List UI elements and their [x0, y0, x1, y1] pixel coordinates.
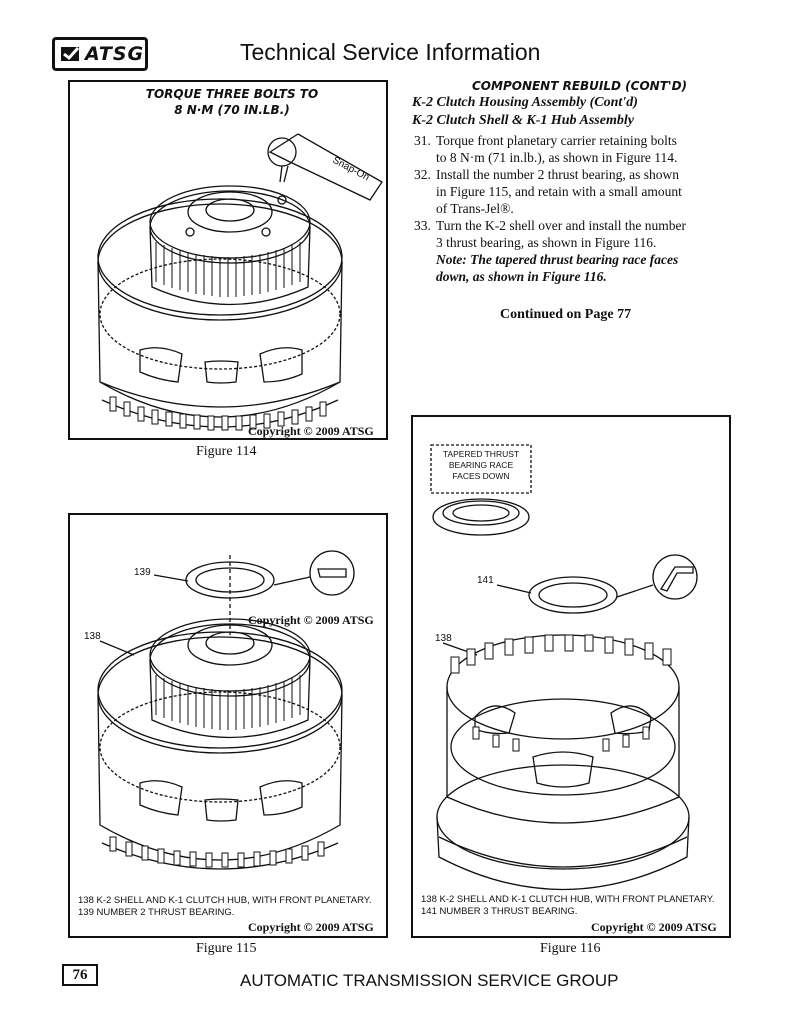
- figure-115-copyright-mid: Copyright © 2009 ATSG: [248, 613, 374, 627]
- step-text: Install the number 2 thrust bearing, as shown: [436, 167, 679, 182]
- page-title: Technical Service Information: [240, 39, 541, 65]
- figure-114-copyright: Copyright © 2009 ATSG: [248, 424, 374, 438]
- step-text: to 8 N·m (71 in.lb.), as shown in Figure 114.: [436, 150, 678, 165]
- continued-note: Continued on Page 77: [500, 307, 632, 322]
- figure-116: [411, 415, 731, 938]
- footer-text: AUTOMATIC TRANSMISSION SERVICE GROUP: [240, 971, 619, 990]
- figure-116-illustration: [413, 417, 729, 936]
- figure-116-copyright: Copyright © 2009 ATSG: [591, 920, 717, 934]
- figure-114-heading-line2: 8 N·M (70 IN.LB.): [174, 103, 290, 117]
- tapered-race-line3: FACES DOWN: [452, 471, 510, 481]
- step-text: in Figure 115, and retain with a small amount: [436, 184, 682, 199]
- figure-114-illustration: [70, 82, 386, 438]
- subtitle-clutch-shell: K-2 Clutch Shell & K-1 Hub Assembly: [412, 113, 634, 128]
- section-title: COMPONENT REBUILD (CONT'D): [472, 79, 688, 93]
- figure-115-copyright: Copyright © 2009 ATSG: [248, 920, 374, 934]
- step-31: [414, 132, 714, 166]
- tapered-race-line1: TAPERED THRUST: [442, 449, 520, 459]
- callout-141: 141: [477, 575, 494, 586]
- step-number: 31.: [414, 133, 431, 148]
- legend-item-138: 138 K-2 SHELL AND K-1 CLUTCH HUB, WITH FRONT PLANETARY.: [421, 894, 715, 905]
- figure-114-caption: Figure 114: [196, 444, 257, 459]
- figure-114: [68, 80, 388, 440]
- figure-115: [68, 513, 388, 938]
- step-text: 3 thrust bearing, as shown in Figure 116.: [436, 235, 657, 250]
- checkmark-icon: [59, 44, 83, 64]
- atsg-logo: [52, 37, 148, 71]
- step-text: Torque front planetary carrier retaining bolts: [436, 133, 677, 148]
- subtitle-clutch-housing: K-2 Clutch Housing Assembly (Cont'd): [412, 95, 638, 110]
- step-text: of Trans-Jel®.: [436, 201, 514, 216]
- step-number: 33.: [414, 218, 431, 233]
- step-32: [414, 166, 714, 217]
- legend-item-141: 141 NUMBER 3 THRUST BEARING.: [421, 906, 578, 917]
- figure-115-legend: [78, 895, 372, 919]
- step-33: [414, 217, 714, 285]
- step-text: Turn the K-2 shell over and install the number: [436, 218, 686, 233]
- figure-116-legend: [421, 894, 715, 918]
- figure-115-caption: Figure 115: [196, 941, 257, 956]
- tapered-race-note: [431, 449, 531, 482]
- figure-114-heading: [142, 86, 322, 118]
- step-note: down, as shown in Figure 116.: [436, 269, 607, 284]
- figure-115-illustration: [70, 515, 386, 936]
- wrench-label: Snap-On: [330, 154, 372, 184]
- legend-item-139: 139 NUMBER 2 THRUST BEARING.: [78, 907, 235, 918]
- figure-114-heading-line1: TORQUE THREE BOLTS TO: [145, 87, 319, 101]
- legend-item-138: 138 K-2 SHELL AND K-1 CLUTCH HUB, WITH FRONT PLANETARY.: [78, 895, 372, 906]
- callout-139: 139: [134, 567, 151, 578]
- callout-138: 138: [84, 631, 101, 642]
- callout-138: 138: [435, 633, 452, 644]
- step-number: 32.: [414, 167, 431, 182]
- page-number: 76: [62, 964, 98, 986]
- figure-116-caption: Figure 116: [540, 941, 601, 956]
- step-note: Note: The tapered thrust bearing race faces: [436, 252, 679, 267]
- logo-text: ATSG: [85, 43, 145, 65]
- tapered-race-line2: BEARING RACE: [448, 460, 514, 470]
